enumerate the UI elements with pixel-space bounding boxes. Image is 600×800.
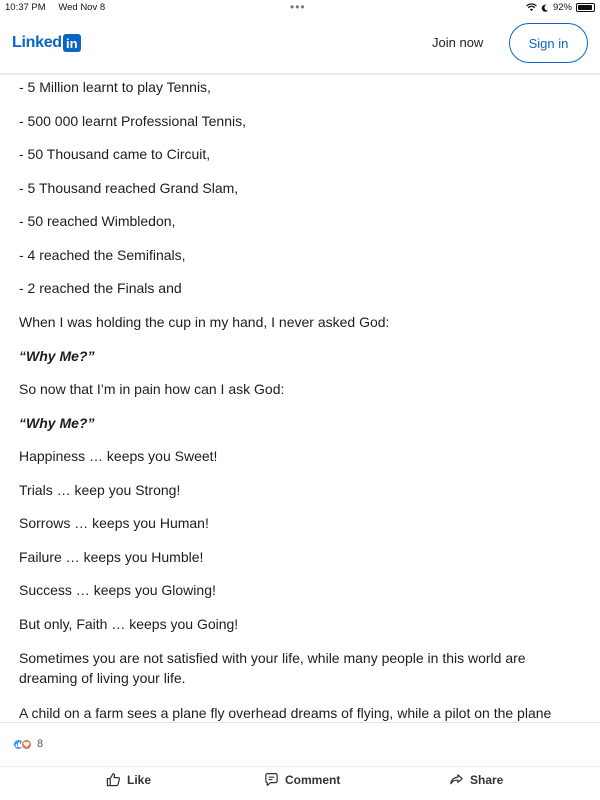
battery-icon <box>576 3 595 12</box>
like-button[interactable] <box>106 772 151 787</box>
status-bar <box>0 0 600 16</box>
moon-icon <box>541 4 549 12</box>
wifi-icon <box>526 3 537 12</box>
post-line: Happiness … keeps you Sweet! <box>19 448 218 464</box>
like-label: Like <box>127 772 152 787</box>
reactions-summary[interactable] <box>13 738 43 750</box>
post-line: - 5 Million learnt to play Tennis, <box>19 79 211 95</box>
post-line: But only, Faith … keeps you Going! <box>19 616 239 632</box>
post-line: Success … keeps you Glowing! <box>19 582 216 598</box>
thumbs-up-icon <box>106 772 121 787</box>
sign-in-button[interactable]: Sign in <box>509 23 588 63</box>
post-line: So now that I’m in pain how can I ask God: <box>19 381 285 397</box>
post-line: When I was holding the cup in my hand, I never asked God: <box>19 314 390 330</box>
post-actions-bar <box>0 772 600 794</box>
logo-box: in <box>63 34 81 52</box>
post-line: - 5 Thousand reached Grand Slam, <box>19 180 239 196</box>
linkedin-logo[interactable] <box>12 34 81 52</box>
post-line: - 2 reached the Finals and <box>19 280 182 296</box>
actions-divider <box>0 766 600 767</box>
status-date: Wed Nov 8 <box>58 2 106 13</box>
post-line-emphasis: “Why Me?” <box>19 348 95 364</box>
status-indicators <box>526 2 595 13</box>
post-line: - 500 000 learnt Professional Tennis, <box>19 113 246 129</box>
post-line: Failure … keeps you Humble! <box>19 549 204 565</box>
logo-word: Linked <box>12 34 62 51</box>
reaction-count: 8 <box>37 738 44 750</box>
multitasking-dots-icon[interactable]: ••• <box>290 0 306 14</box>
status-time-date <box>5 2 115 13</box>
top-header <box>0 16 600 74</box>
post-line: Trials … keep you Strong! <box>19 482 181 498</box>
post-paragraph: Sometimes you are not satisfied with your life, while many people in this world are dreaming of living your life. <box>19 650 526 686</box>
content-divider <box>0 722 600 723</box>
comment-label: Comment <box>285 772 341 787</box>
share-button[interactable] <box>449 772 503 787</box>
post-paragraph-truncated: A child on a farm sees a plane fly overhead dreams of flying, while a pilot on the plane <box>19 705 552 721</box>
comment-icon <box>264 772 279 787</box>
join-now-link[interactable]: Join now <box>432 35 484 50</box>
post-line-emphasis: “Why Me?” <box>19 415 95 431</box>
post-line: - 4 reached the Semifinals, <box>19 247 186 263</box>
share-icon <box>449 772 464 787</box>
status-time: 10:37 PM <box>5 2 46 13</box>
share-label: Share <box>470 772 504 787</box>
post-line: Sorrows … keeps you Human! <box>19 515 209 531</box>
battery-percent: 92% <box>552 2 572 13</box>
post-line: - 50 reached Wimbledon, <box>19 213 176 229</box>
love-icon <box>21 739 32 750</box>
comment-button[interactable] <box>264 772 340 787</box>
post-line: - 50 Thousand came to Circuit, <box>19 146 211 162</box>
